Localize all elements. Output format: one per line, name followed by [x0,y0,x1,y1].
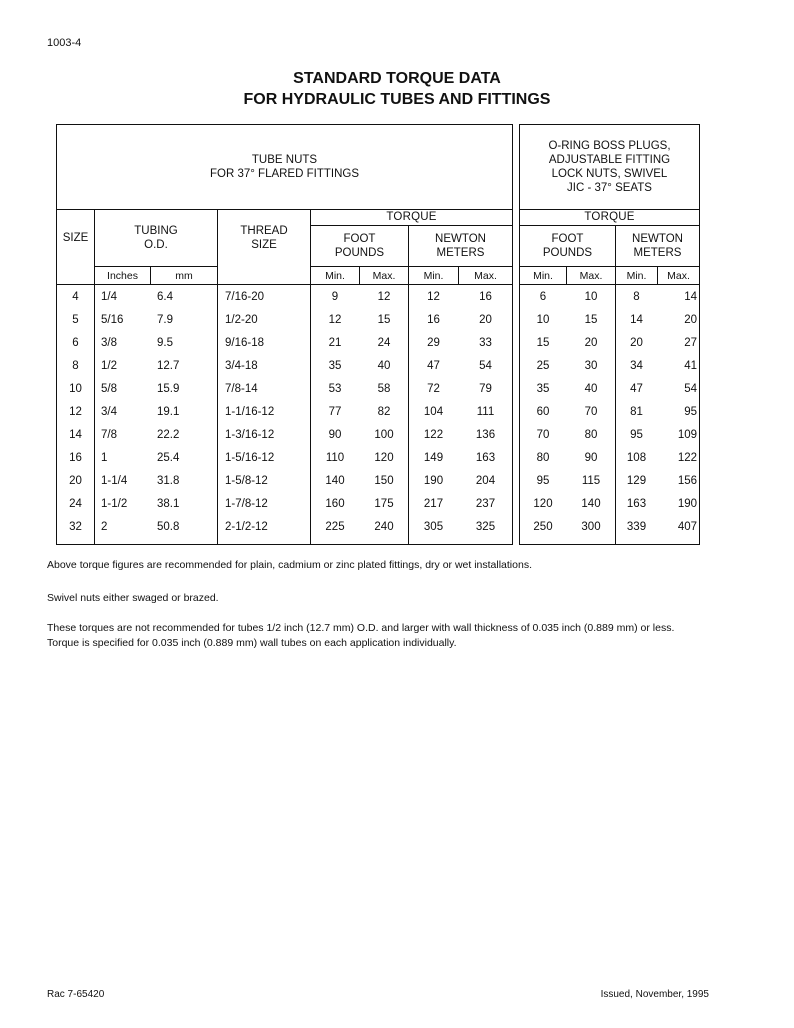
cell-mm: 50.8 [157,520,180,533]
cell-r-nm-min: 14 [630,313,643,326]
cell-r-fp-max: 80 [584,428,598,441]
cell-fp-min: 12 [328,313,342,326]
cell-mm: 9.5 [157,336,173,349]
cell-thread: 1-3/16-12 [225,428,275,441]
cell-thread: 1-5/8-12 [225,474,268,487]
cell-r-fp-min: 6 [539,290,547,303]
cell-mm: 12.7 [157,359,180,372]
right-newton-min-subheader: Min. [626,269,647,282]
cell-inches: 1/2 [101,359,117,372]
right-foot-min-subheader: Min. [533,269,553,282]
cell-thread: 7/8-14 [225,382,258,395]
cell-r-fp-min: 15 [536,336,550,349]
cell-r-fp-min: 70 [536,428,550,441]
cell-r-nm-max: 41 [684,359,697,372]
cell-r-nm-max: 14 [684,290,697,303]
cell-fp-min: 35 [328,359,342,372]
cell-r-fp-max: 70 [584,405,598,418]
cell-fp-max: 175 [374,497,394,510]
cell-fp-max: 150 [374,474,394,487]
cell-inches: 1-1/2 [101,497,128,510]
cell-nm-min: 72 [427,382,440,395]
cell-fp-max: 100 [374,428,394,441]
cell-fp-max: 120 [374,451,394,464]
mm-subheader: mm [175,269,193,282]
left-torque-label: TORQUE [386,211,437,223]
cell-r-nm-max: 407 [677,520,697,533]
cell-r-fp-max: 30 [584,359,598,372]
cell-fp-max: 58 [377,382,391,395]
cell-r-nm-min: 95 [630,428,643,441]
left-foot-pounds-header: FOOT POUNDS [334,233,385,259]
cell-r-fp-max: 115 [581,474,601,487]
note-swivel-nuts: Swivel nuts either swaged or brazed. [47,592,219,604]
cell-mm: 22.2 [157,428,180,441]
cell-nm-min: 104 [423,405,444,418]
cell-thread: 1/2-20 [225,313,258,326]
cell-fp-min: 9 [331,290,339,303]
cell-nm-max: 20 [479,313,492,326]
cell-r-nm-max: 54 [684,382,697,395]
cell-mm: 31.8 [157,474,180,487]
cell-r-fp-max: 20 [584,336,598,349]
size-header: SIZE [62,232,89,244]
cell-nm-max: 54 [479,359,492,372]
cell-r-fp-max: 300 [581,520,601,533]
cell-nm-min: 12 [427,290,440,303]
cell-nm-min: 305 [423,520,444,533]
cell-nm-min: 16 [427,313,440,326]
cell-nm-max: 79 [479,382,492,395]
page-title-line1: STANDARD TORQUE DATA [293,70,501,87]
cell-inches: 5/16 [101,313,124,326]
cell-r-nm-min: 129 [626,474,647,487]
cell-r-fp-max: 15 [584,313,598,326]
cell-inches: 7/8 [101,428,117,441]
cell-size: 6 [72,336,79,349]
cell-r-fp-min: 250 [533,520,553,533]
cell-mm: 7.9 [157,313,173,326]
cell-r-nm-min: 163 [626,497,647,510]
cell-fp-min: 77 [328,405,342,418]
cell-r-fp-min: 10 [536,313,550,326]
cell-fp-min: 110 [325,451,345,464]
left-group-header: TUBE NUTS FOR 37° FLARED FITTINGS [209,154,359,180]
cell-r-fp-max: 40 [584,382,598,395]
cell-r-nm-min: 108 [626,451,647,464]
cell-size: 14 [69,428,82,441]
note-wall-thickness: These torques are not recommended for tubes 1/2 inch (12.7 mm) O.D. and larger with wall thickness of 0.035 inch (0.889 mm) or less. Torque is specified for 0.035 inch (0.889 mm) wall tubes on each application individually. [47,622,675,649]
cell-r-nm-min: 20 [630,336,643,349]
cell-fp-min: 225 [325,520,345,533]
cell-fp-max: 240 [374,520,394,533]
cell-fp-max: 15 [377,313,391,326]
cell-r-fp-max: 140 [581,497,601,510]
document-number: 1003-4 [47,37,82,49]
cell-r-fp-min: 95 [536,474,550,487]
cell-mm: 38.1 [157,497,180,510]
right-foot-pounds-header: FOOT POUNDS [542,233,593,259]
thread-size-header: THREAD SIZE [240,225,288,251]
cell-r-nm-max: 95 [684,405,697,418]
tube-nuts-table [56,124,513,545]
foot-max-subheader: Max. [372,269,396,282]
cell-size: 16 [69,451,82,464]
cell-r-nm-min: 34 [630,359,643,372]
cell-size: 8 [72,359,79,372]
cell-r-fp-min: 60 [536,405,550,418]
cell-fp-min: 140 [325,474,345,487]
cell-inches: 5/8 [101,382,117,395]
cell-size: 32 [69,520,82,533]
right-newton-meters-header: NEWTON METERS [632,233,683,259]
cell-mm: 19.1 [157,405,180,418]
cell-r-nm-min: 81 [630,405,643,418]
newton-min-subheader: Min. [423,269,444,282]
cell-inches: 1/4 [101,290,117,303]
cell-r-fp-min: 25 [536,359,550,372]
right-group-header: O-RING BOSS PLUGS, ADJUSTABLE FITTING LOCK NUTS, SWIVEL JIC - 37° SEATS [548,140,671,194]
cell-nm-min: 190 [423,474,444,487]
cell-nm-min: 29 [427,336,440,349]
cell-r-fp-max: 10 [584,290,598,303]
oring-boss-table [519,124,700,545]
cell-inches: 3/4 [101,405,117,418]
cell-thread: 7/16-20 [225,290,265,303]
cell-r-nm-max: 156 [677,474,697,487]
cell-nm-max: 237 [475,497,496,510]
cell-nm-max: 163 [475,451,496,464]
cell-nm-max: 33 [479,336,492,349]
cell-mm: 15.9 [157,382,180,395]
cell-r-nm-min: 8 [633,290,640,303]
cell-r-nm-max: 27 [684,336,697,349]
cell-thread: 2-1/2-12 [225,520,268,533]
cell-nm-min: 217 [423,497,444,510]
page-title-line2: FOR HYDRAULIC TUBES AND FITTINGS [243,91,551,108]
cell-size: 10 [69,382,82,395]
note-plating: Above torque figures are recommended for plain, cadmium or zinc plated fittings, dry or wet installations. [47,559,532,571]
cell-r-nm-max: 20 [684,313,697,326]
left-newton-meters-header: NEWTON METERS [435,233,486,259]
cell-nm-max: 136 [475,428,496,441]
cell-size: 12 [69,405,82,418]
cell-nm-max: 204 [475,474,496,487]
cell-fp-min: 21 [328,336,342,349]
cell-size: 20 [69,474,82,487]
footer-doc-ref: Rac 7-65420 [47,989,105,1000]
footer-issue-date: Issued, November, 1995 [600,989,709,1000]
cell-fp-max: 40 [377,359,391,372]
cell-inches: 3/8 [101,336,117,349]
cell-nm-min: 47 [427,359,440,372]
cell-r-nm-min: 47 [630,382,643,395]
cell-r-fp-min: 120 [533,497,553,510]
cell-inches: 1 [101,451,108,464]
cell-thread: 1-7/8-12 [225,497,268,510]
cell-thread: 9/16-18 [225,336,265,349]
cell-size: 4 [72,290,79,303]
cell-fp-min: 160 [325,497,345,510]
cell-size: 24 [69,497,82,510]
cell-mm: 25.4 [157,451,180,464]
newton-max-subheader: Max. [474,269,497,282]
cell-fp-min: 90 [328,428,342,441]
cell-r-nm-max: 122 [677,451,697,464]
cell-thread: 3/4-18 [225,359,258,372]
cell-inches: 2 [101,520,108,533]
cell-fp-max: 24 [377,336,391,349]
cell-r-nm-max: 190 [677,497,697,510]
cell-nm-max: 111 [476,405,495,418]
cell-r-fp-min: 80 [536,451,550,464]
cell-nm-max: 325 [475,520,496,533]
tubing-od-header: TUBING O.D. [134,225,178,251]
right-torque-label: TORQUE [584,211,635,223]
cell-nm-min: 122 [423,428,444,441]
cell-fp-max: 12 [377,290,391,303]
cell-inches: 1-1/4 [101,474,128,487]
cell-thread: 1-1/16-12 [225,405,275,418]
right-newton-max-subheader: Max. [667,269,690,282]
cell-r-nm-min: 339 [626,520,647,533]
cell-nm-min: 149 [423,451,444,464]
cell-r-fp-max: 90 [584,451,598,464]
cell-nm-max: 16 [479,290,492,303]
cell-thread: 1-5/16-12 [225,451,275,464]
cell-fp-min: 53 [328,382,342,395]
cell-mm: 6.4 [157,290,173,303]
cell-fp-max: 82 [377,405,391,418]
right-foot-max-subheader: Max. [579,269,603,282]
foot-min-subheader: Min. [325,269,345,282]
cell-r-nm-max: 109 [677,428,697,441]
inches-subheader: Inches [107,269,138,282]
cell-size: 5 [72,313,79,326]
cell-r-fp-min: 35 [536,382,550,395]
